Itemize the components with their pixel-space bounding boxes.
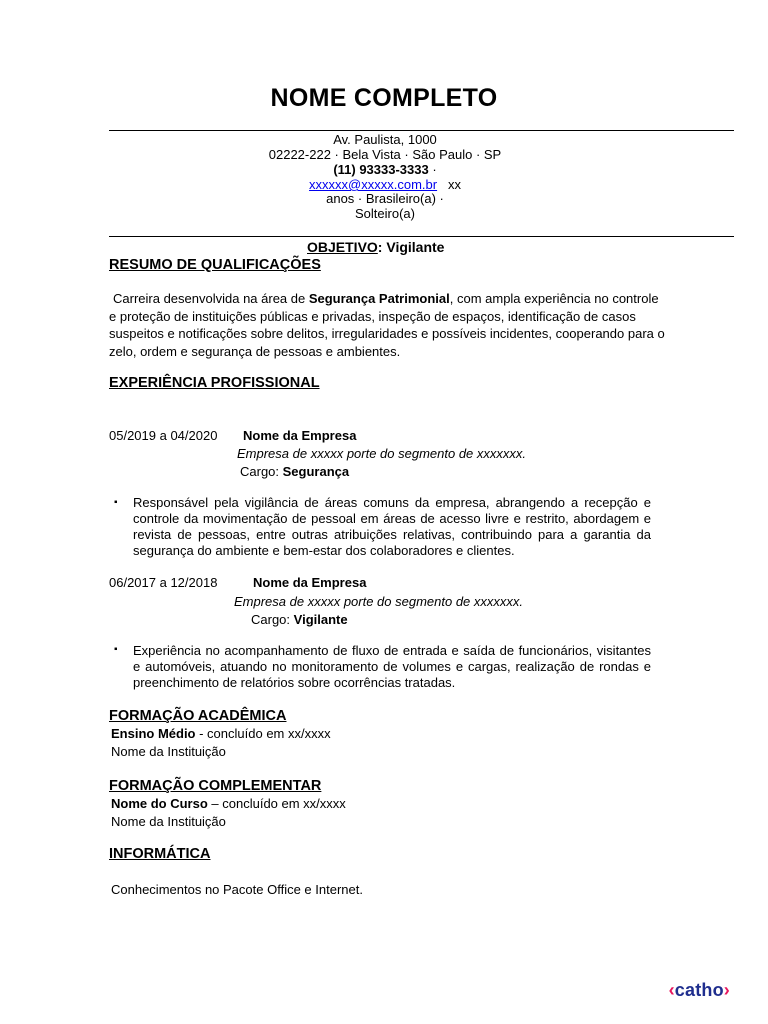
job-period: 06/2017 a 12/2018	[109, 575, 218, 590]
summary-text-after: , com ampla experiência no controle e proteção de instituições públicas e privadas, inspeção de espaços, identificação de casos suspeitos e notificações sobre delitos, irregularidades e possíveis incidentes, cooperando para o zelo, ordem e segurança de pessoas e ambientes.	[109, 291, 665, 359]
education-heading: FORMAÇÃO ACADÊMICA	[109, 708, 287, 724]
job-bullet-text: Responsável pela vigilância de áreas comuns da empresa, abrangendo a recepção e controle da movimentação de pessoal em áreas de acesso livre e restrito, abordagem e revista de pessoas, entre outras atribuições relativas, contribuindo para a garantia da segurança do ambiente e bem-estar dos colaboradores e clientes.	[133, 495, 651, 558]
contact-age-prefix: xx	[447, 177, 461, 192]
contact-city-line: 02222-222 · Bela Vista · São Paulo · SP	[268, 147, 502, 162]
contact-address: Av. Paulista, 1000	[333, 132, 437, 147]
job-role-label: Cargo:	[251, 612, 294, 627]
experience-heading: EXPERIÊNCIA PROFISSIONAL	[109, 375, 320, 391]
bullet-icon: ▪	[114, 497, 118, 508]
contact-marital-status: Solteiro(a)	[355, 206, 415, 221]
summary-paragraph	[109, 290, 669, 360]
contact-email-line	[240, 177, 530, 192]
header-divider-bottom	[109, 236, 734, 237]
complementary-course-line	[111, 796, 346, 811]
job-description: Empresa de xxxxx porte do segmento de xxxxxxx.	[234, 594, 524, 609]
job-role-line	[240, 464, 349, 479]
job-description: Empresa de xxxxx porte do segmento de xxxxxxx.	[237, 446, 527, 461]
objective-label: OBJETIVO	[307, 239, 378, 255]
job-bullet-text: Experiência no acompanhamento de fluxo de entrada e saída de funcionários, visitantes e automóveis, atuando no monitoramento de volumes e cargas, realização de rondas e preenchimento de relatórios sobre ocorrências tratadas.	[133, 643, 651, 690]
logo-wordmark: catho	[674, 980, 724, 1000]
bullet-icon: ▪	[114, 644, 118, 655]
objective-colon: :	[377, 239, 383, 255]
job-company: Nome da Empresa	[243, 428, 357, 443]
chevron-right-icon: ›	[723, 980, 730, 1000]
header-divider-top	[109, 130, 734, 131]
summary-heading: RESUMO DE QUALIFICAÇÕES	[109, 257, 321, 273]
job-role: Vigilante	[293, 612, 348, 627]
objective-value: Vigilante	[386, 239, 445, 255]
catho-logo	[669, 980, 730, 1001]
education-institution: Nome da Instituição	[111, 744, 226, 759]
contact-phone-suffix: ·	[428, 162, 437, 177]
education-level: Ensino Médio	[111, 726, 196, 741]
complementary-institution: Nome da Instituição	[111, 814, 226, 829]
job-company: Nome da Empresa	[253, 575, 367, 590]
objective-line	[307, 239, 444, 255]
job-role: Segurança	[282, 464, 350, 479]
contact-phone-line	[240, 162, 530, 177]
education-level-line	[111, 726, 331, 741]
job-period: 05/2019 a 04/2020	[109, 428, 218, 443]
contact-email-link[interactable]: xxxxxx@xxxxx.com.br	[309, 177, 438, 192]
contact-age-line: anos · Brasileiro(a) ·	[326, 191, 444, 206]
job-role-line	[251, 612, 348, 627]
resume-name: NOME COMPLETO	[270, 84, 498, 112]
it-text: Conhecimentos no Pacote Office e Internet.	[111, 882, 363, 897]
contact-phone: (11) 93333-3333	[333, 162, 429, 177]
education-status: - concluído em xx/xxxx	[195, 726, 331, 741]
it-heading: INFORMÁTICA	[109, 846, 211, 862]
job-role-label: Cargo:	[240, 464, 283, 479]
summary-text-before: Carreira desenvolvida na área de	[113, 291, 309, 306]
summary-text-bold: Segurança Patrimonial	[308, 291, 450, 306]
complementary-status: – concluído em xx/xxxx	[207, 796, 346, 811]
chevron-left-icon: ‹	[668, 980, 675, 1000]
complementary-heading: FORMAÇÃO COMPLEMENTAR	[109, 778, 322, 794]
complementary-course: Nome do Curso	[111, 796, 208, 811]
